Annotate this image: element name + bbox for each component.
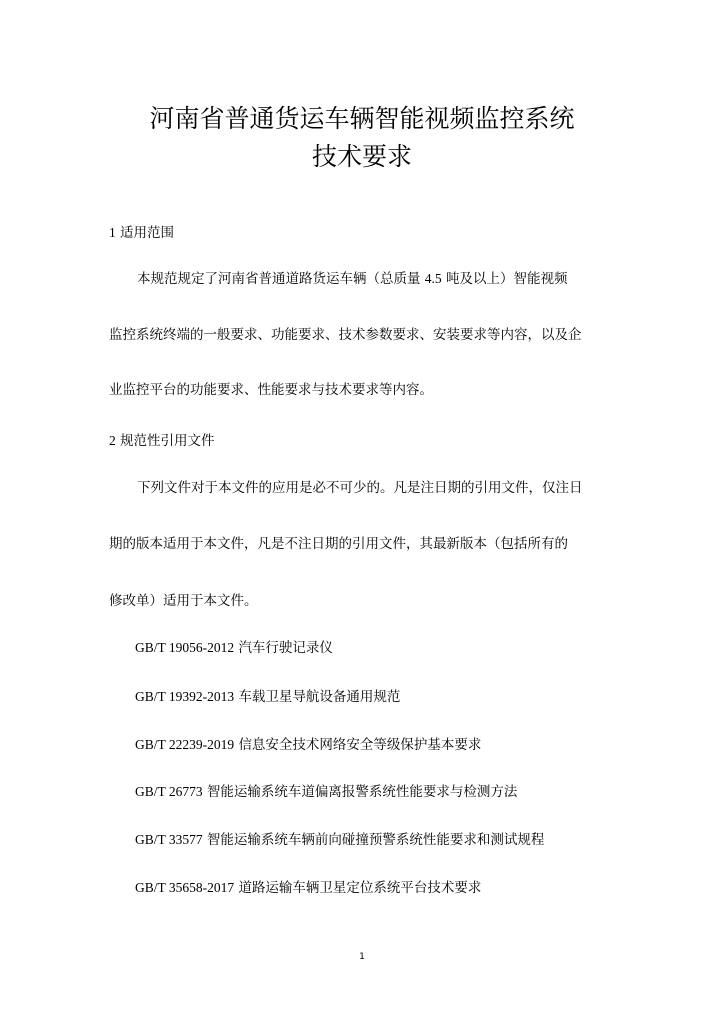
section1-number: 1 bbox=[109, 225, 116, 240]
reference-item bbox=[135, 876, 481, 896]
page-number: 1 bbox=[359, 952, 365, 962]
reference-code: GB/T 33577 bbox=[135, 832, 203, 847]
reference-item bbox=[135, 828, 544, 848]
document-title-line2: 技术要求 bbox=[311, 142, 412, 171]
reference-item bbox=[135, 685, 400, 705]
section2-heading bbox=[109, 429, 215, 449]
section2-paragraph-line3: 修改单）适用于本文件。 bbox=[109, 593, 258, 609]
section2-paragraph-line2: 期的版本适用于本文件，凡是不注日期的引用文件，其最新版本（包括所有的 bbox=[109, 536, 568, 552]
reference-name: 信息安全技术网络安全等级保护基本要求 bbox=[238, 737, 482, 753]
reference-code: GB/T 19056-2012 bbox=[135, 640, 235, 655]
reference-item bbox=[135, 780, 517, 800]
reference-item bbox=[135, 733, 481, 753]
section1-heading bbox=[109, 221, 174, 241]
section1-paragraph-line2: 监控系统终端的一般要求、功能要求、技术参数要求、安装要求等内容，以及企 bbox=[109, 327, 582, 343]
section2-paragraph-line1: 下列文件对于本文件的应用是必不可少的。凡是注日期的引用文件，仅注日 bbox=[137, 480, 583, 496]
reference-item bbox=[135, 636, 333, 656]
reference-code: GB/T 22239-2019 bbox=[135, 737, 235, 752]
section2-heading-text: 规范性引用文件 bbox=[120, 433, 215, 449]
reference-name: 汽车行驶记录仪 bbox=[238, 640, 333, 656]
reference-code: GB/T 19392-2013 bbox=[135, 689, 235, 704]
section1-weight-value: 4.5 bbox=[424, 271, 442, 286]
reference-name: 智能运输系统车道偏离报警系统性能要求与检测方法 bbox=[206, 784, 518, 800]
reference-code: GB/T 26773 bbox=[135, 784, 203, 799]
section2-number: 2 bbox=[109, 433, 116, 448]
reference-name: 道路运输车辆卫星定位系统平台技术要求 bbox=[238, 880, 482, 896]
section1-paragraph-line1: 本规范规定了河南省普通道路货运车辆（总质量 4.5 吨及以上）智能视频 bbox=[137, 271, 568, 287]
reference-code: GB/T 35658-2017 bbox=[135, 880, 235, 895]
reference-name: 智能运输系统车辆前向碰撞预警系统性能要求和测试规程 bbox=[206, 832, 545, 848]
section1-heading-text: 适用范围 bbox=[120, 225, 175, 241]
section1-paragraph-line3: 业监控平台的功能要求、性能要求与技术要求等内容。 bbox=[109, 382, 433, 398]
document-title-line1: 河南省普通货运车辆智能视频监控系统 bbox=[149, 104, 575, 133]
reference-name: 车载卫星导航设备通用规范 bbox=[238, 689, 401, 705]
